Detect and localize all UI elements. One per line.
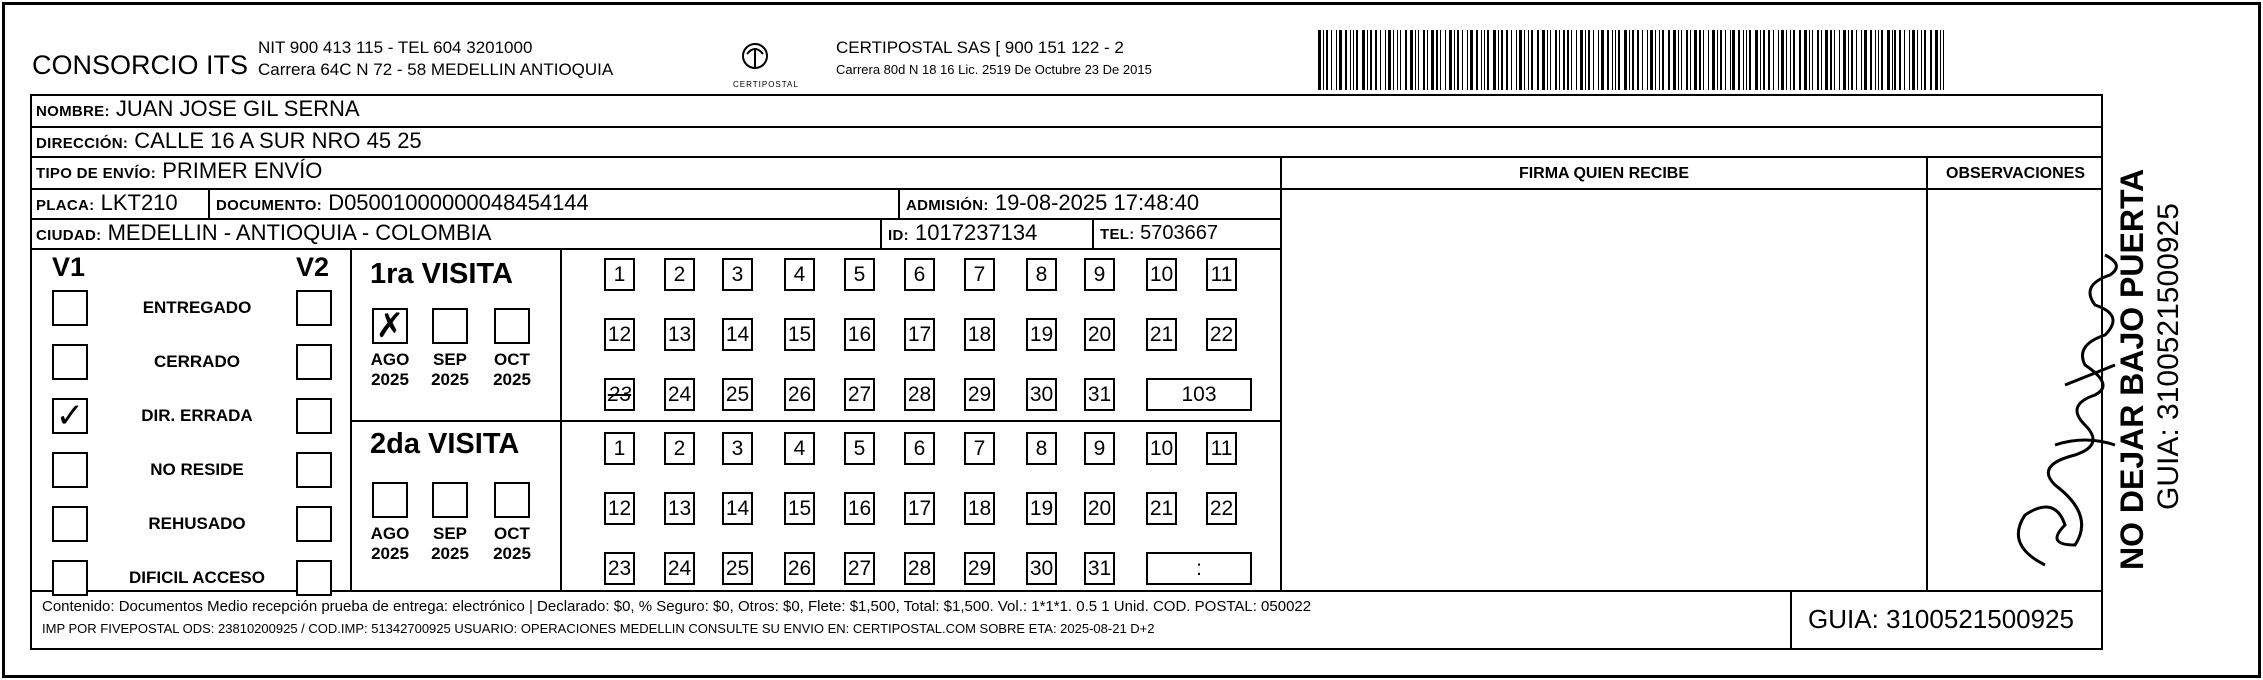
admision-value: 19-08-2025 17:48:40 [994, 190, 1200, 215]
day-cell[interactable]: 2 [664, 432, 695, 465]
nombre-label: NOMBRE: [36, 103, 110, 120]
barcode-bar [1943, 30, 1944, 90]
barcode-bar [1642, 30, 1643, 90]
barcode-bar [1899, 30, 1901, 90]
barcode-bar [1712, 30, 1715, 90]
barcode-bar [1924, 30, 1926, 90]
barcode-bar [1405, 30, 1407, 90]
barcode-bar [1773, 30, 1774, 90]
barcode-bar [1830, 30, 1832, 90]
barcode-bar [1440, 30, 1441, 90]
direccion-row [36, 128, 422, 154]
barcode-bar [1786, 30, 1787, 90]
barcode-bar [1511, 30, 1512, 90]
day-cell[interactable]: 23 [604, 378, 635, 411]
barcode-bar [1746, 30, 1747, 90]
barcode-bar [1542, 30, 1545, 90]
barcode-bar [1345, 30, 1347, 90]
day-cell[interactable]: 5 [844, 432, 875, 465]
barcode-bar [1668, 30, 1670, 90]
day-cell[interactable]: 11 [1206, 258, 1237, 291]
barcode-bar [1768, 30, 1770, 90]
barcode-bar [1618, 30, 1620, 90]
barcode-bar [1637, 30, 1639, 90]
barcode-bar [1632, 30, 1634, 90]
barcode-bar [1647, 30, 1648, 90]
tipo-envio-value: PRIMER ENVÍO [162, 158, 323, 183]
barcode-bar [1694, 30, 1697, 90]
admision-row [906, 190, 1199, 216]
day-cell[interactable]: 3 [722, 258, 753, 291]
barcode-bar [1580, 30, 1583, 90]
barcode-bar [1585, 30, 1586, 90]
barcode-bar [1812, 30, 1813, 90]
day-cell[interactable]: 6 [904, 432, 935, 465]
month-label: OCT 2025 [493, 350, 531, 389]
day-cell[interactable]: 31 [1084, 378, 1115, 411]
day-cell[interactable]: 14 [722, 492, 753, 525]
signature [1985, 245, 2135, 585]
barcode-bar [1339, 30, 1342, 90]
month-checkbox[interactable] [372, 482, 408, 518]
barcode [1318, 30, 1948, 90]
side-guia: GUIA: 3100521500925 [2152, 203, 2185, 510]
barcode-bar [1629, 30, 1630, 90]
side-notice: NO DEJAR BAJO PUERTA [2114, 168, 2150, 570]
barcode-bar [1427, 30, 1428, 90]
tipo-envio-label: TIPO DE ENVÍO: [36, 165, 157, 182]
barcode-bar [1524, 30, 1525, 90]
day-cell[interactable]: 4 [784, 258, 815, 291]
barcode-bar [1393, 30, 1394, 90]
company-name: CONSORCIO ITS [32, 50, 249, 80]
day-cell[interactable]: 23 [604, 552, 635, 585]
barcode-bar [1730, 30, 1731, 90]
barcode-bar [1418, 30, 1419, 90]
barcode-bar [1655, 30, 1656, 90]
id-row [888, 220, 1037, 246]
month-checkbox[interactable] [494, 308, 530, 344]
day-cell[interactable]: 16 [844, 318, 875, 351]
time-cell[interactable]: : [1146, 552, 1252, 585]
barcode-bar [1449, 30, 1452, 90]
month-label: SEP 2025 [431, 524, 469, 563]
v2-checkbox[interactable] [296, 398, 332, 434]
barcode-bar [1388, 30, 1391, 90]
barcode-bar [1755, 30, 1758, 90]
barcode-bar [1843, 30, 1846, 90]
day-cell[interactable]: 26 [784, 378, 815, 411]
barcode-bar [1367, 30, 1368, 90]
barcode-bar [1894, 30, 1896, 90]
day-cell[interactable]: 14 [722, 318, 753, 351]
check-mark-icon: ✓ [55, 396, 85, 436]
barcode-bar [1861, 30, 1862, 90]
day-cell[interactable]: 20 [1084, 318, 1115, 351]
barcode-bar [1940, 30, 1941, 90]
documento-value: D05001000000048454144 [328, 190, 589, 215]
barcode-bar [1362, 30, 1365, 90]
day-cell[interactable]: 22 [1206, 492, 1237, 525]
barcode-bar [1870, 30, 1872, 90]
day-cell[interactable]: 13 [664, 492, 695, 525]
day-cell[interactable]: 7 [964, 432, 995, 465]
v2-label: V2 [296, 252, 330, 282]
day-cell[interactable]: 1 [604, 258, 635, 291]
barcode-bar [1690, 30, 1691, 90]
barcode-bar [1793, 30, 1795, 90]
barcode-bar [1650, 30, 1653, 90]
barcode-bar [1598, 30, 1599, 90]
barcode-bar [1821, 30, 1822, 90]
carrier-name: CERTIPOSTAL SAS [ 900 151 122 - 2 [836, 38, 1124, 57]
barcode-bar [1537, 30, 1539, 90]
tel-row [1100, 222, 1218, 245]
day-cell[interactable]: 21 [1146, 492, 1177, 525]
barcode-bar [1743, 30, 1744, 90]
day-cell[interactable]: 19 [1026, 318, 1057, 351]
barcode-bar [1686, 30, 1688, 90]
barcode-bar [1760, 30, 1761, 90]
barcode-bar [1457, 30, 1459, 90]
nombre-row [36, 96, 360, 122]
barcode-bar [1576, 30, 1577, 90]
company-nit: NIT 900 413 115 - TEL 604 3201000 [258, 38, 533, 57]
direccion-value: CALLE 16 A SUR NRO 45 25 [134, 128, 422, 153]
day-cell[interactable]: 24 [664, 378, 695, 411]
barcode-bar [1839, 30, 1840, 90]
barcode-bar [1921, 30, 1922, 90]
id-value: 1017237134 [915, 220, 1038, 245]
barcode-bar [1484, 30, 1485, 90]
barcode-bar [1720, 30, 1722, 90]
barcode-bar [1431, 30, 1434, 90]
barcode-bar [1607, 30, 1609, 90]
barcode-bar [1912, 30, 1915, 90]
barcode-bar [1410, 30, 1413, 90]
day-cell[interactable]: 25 [722, 552, 753, 585]
barcode-bar [1567, 30, 1569, 90]
day-cell[interactable]: 2 [664, 258, 695, 291]
tipo-envio-row [36, 158, 322, 184]
barcode-bar [1547, 30, 1548, 90]
status-label: REHUSADO [148, 514, 246, 533]
barcode-bar [1336, 30, 1337, 90]
barcode-bar [1935, 30, 1938, 90]
day-cell[interactable]: 7 [964, 258, 995, 291]
barcode-bar [1331, 30, 1332, 90]
status-label: DIR. ERRADA [141, 406, 253, 425]
month-label: AGO 2025 [370, 350, 410, 389]
barcode-bar [1673, 30, 1676, 90]
barcode-bar [1531, 30, 1533, 90]
barcode-bar [1528, 30, 1529, 90]
day-cell[interactable]: 8 [1026, 432, 1057, 465]
barcode-bar [1356, 30, 1358, 90]
barcode-bar [1436, 30, 1438, 90]
month-label: SEP 2025 [431, 350, 469, 389]
day-cell[interactable]: 19 [1026, 492, 1057, 525]
day-cell[interactable]: 28 [904, 552, 935, 585]
day-cell[interactable]: 29 [964, 378, 995, 411]
day-cell[interactable]: 31 [1084, 552, 1115, 585]
barcode-bar [1825, 30, 1828, 90]
barcode-bar [1817, 30, 1819, 90]
v2-checkbox[interactable] [296, 344, 332, 380]
barcode-bar [1326, 30, 1328, 90]
barcode-bar [1881, 30, 1883, 90]
day-cell[interactable]: 13 [664, 318, 695, 351]
month-label: OCT 2025 [493, 524, 531, 563]
day-cell[interactable]: 9 [1084, 432, 1115, 465]
barcode-bar [1498, 30, 1499, 90]
barcode-bar [1380, 30, 1381, 90]
day-cell[interactable]: 5 [844, 258, 875, 291]
v1-checkbox[interactable] [52, 290, 88, 326]
barcode-bar [1353, 30, 1354, 90]
barcode-bar [1834, 30, 1835, 90]
day-cell[interactable]: 12 [604, 492, 635, 525]
day-cell[interactable]: 17 [904, 492, 935, 525]
day-cell[interactable]: 6 [904, 258, 935, 291]
barcode-bar [1470, 30, 1473, 90]
barcode-bar [1781, 30, 1784, 90]
day-cell[interactable]: 18 [964, 318, 995, 351]
day-cell[interactable]: 29 [964, 552, 995, 585]
barcode-bar [1571, 30, 1572, 90]
status-label: DIFICIL ACCESO [128, 568, 265, 587]
barcode-bar [1799, 30, 1801, 90]
barcode-bar [1555, 30, 1557, 90]
v1-label: V1 [52, 252, 86, 282]
day-cell[interactable]: 22 [1206, 318, 1237, 351]
v1-checkbox[interactable] [52, 398, 88, 434]
id-label: ID: [888, 227, 909, 244]
month-checkbox[interactable] [372, 308, 408, 344]
v2-checkbox[interactable] [296, 506, 332, 542]
barcode-bar [1323, 30, 1324, 90]
barcode-bar [1917, 30, 1918, 90]
v2-checkbox[interactable] [296, 452, 332, 488]
day-cell[interactable]: 26 [784, 552, 815, 585]
month-checkbox[interactable] [494, 482, 530, 518]
barcode-bar [1476, 30, 1478, 90]
footer-impresion: IMP POR FIVEPOSTAL ODS: 23810200925 / COD.IMP: 51342700925 USUARIO: OPERACIONES MEDELLIN CONSULTE SU ENVIO EN: CERTIPOSTAL.COM SOBRE ETA: 2025-08-21 D+2 [42, 621, 1155, 636]
day-cell[interactable]: 27 [844, 552, 875, 585]
barcode-bar [1909, 30, 1910, 90]
barcode-bar [1588, 30, 1590, 90]
ciudad-value: MEDELLIN - ANTIOQUIA - COLOMBIA [107, 220, 492, 245]
barcode-bar [1493, 30, 1496, 90]
barcode-bar [1717, 30, 1718, 90]
barcode-bar [1559, 30, 1560, 90]
tel-label: TEL: [1100, 226, 1135, 243]
barcode-bar [1624, 30, 1627, 90]
barcode-bar [1615, 30, 1616, 90]
barcode-bar [1887, 30, 1890, 90]
barcode-bar [1864, 30, 1867, 90]
barcode-bar [1878, 30, 1879, 90]
barcode-bar [1397, 30, 1398, 90]
month-label: AGO 2025 [370, 524, 410, 563]
barcode-bar [1699, 30, 1701, 90]
guia-number: GUIA: 3100521500925 [1808, 604, 2074, 634]
month-checkbox[interactable] [432, 482, 468, 518]
barcode-bar [1501, 30, 1503, 90]
time-cell[interactable]: 103 [1146, 378, 1252, 411]
direccion-label: DIRECCIÓN: [36, 135, 129, 152]
barcode-bar [1681, 30, 1682, 90]
barcode-bar [1350, 30, 1351, 90]
barcode-bar [1763, 30, 1765, 90]
day-cell[interactable]: 30 [1026, 552, 1057, 585]
day-cell[interactable]: 10 [1146, 258, 1177, 291]
day-cell[interactable]: 1 [604, 432, 635, 465]
barcode-bar [1738, 30, 1740, 90]
v1-checkbox[interactable] [52, 506, 88, 542]
day-cell[interactable]: 8 [1026, 258, 1057, 291]
footer-contenido: Contenido: Documentos Medio recepción prueba de entrega: electrónico | Declarado: $0, % Seguro: $0, Otros: $0, Flete: $1,500, Total: $1,500. Vol.: 1*1*1. 0.5 1 Unid. COD. POSTAL: 050022 [42, 598, 1312, 615]
v1-checkbox[interactable] [52, 560, 88, 596]
barcode-bar [1481, 30, 1482, 90]
barcode-bar [1612, 30, 1613, 90]
barcode-bar [1375, 30, 1377, 90]
barcode-bar [1550, 30, 1551, 90]
v2-checkbox[interactable] [296, 290, 332, 326]
placa-label: PLACA: [36, 197, 95, 214]
barcode-bar [1415, 30, 1416, 90]
placa-row [36, 190, 178, 216]
barcode-bar [1851, 30, 1853, 90]
barcode-bar [1892, 30, 1893, 90]
certipostal-logo-icon [735, 38, 775, 78]
barcode-bar [1385, 30, 1386, 90]
barcode-bar [1423, 30, 1425, 90]
ciudad-label: CIUDAD: [36, 227, 102, 244]
barcode-bar [1875, 30, 1876, 90]
day-cell[interactable]: 21 [1146, 318, 1177, 351]
status-label: ENTREGADO [142, 298, 252, 317]
barcode-bar [1318, 30, 1321, 90]
company-address: Carrera 64C N 72 - 58 MEDELLIN ANTIOQUIA [258, 60, 614, 79]
v1-checkbox[interactable] [52, 452, 88, 488]
barcode-bar [1563, 30, 1566, 90]
day-cell[interactable]: 10 [1146, 432, 1177, 465]
barcode-bar [1445, 30, 1446, 90]
barcode-bar [1804, 30, 1807, 90]
firma-header: FIRMA QUIEN RECIBE [1518, 165, 1690, 182]
status-label: CERRADO [154, 352, 240, 371]
day-cell[interactable]: 20 [1084, 492, 1115, 525]
documento-label: DOCUMENTO: [216, 197, 323, 214]
barcode-bar [1516, 30, 1517, 90]
day-cell[interactable]: 24 [664, 552, 695, 585]
day-cell[interactable]: 3 [722, 432, 753, 465]
day-cell[interactable]: 30 [1026, 378, 1057, 411]
ciudad-row [36, 220, 491, 246]
day-cell[interactable]: 4 [784, 432, 815, 465]
barcode-bar [1809, 30, 1810, 90]
barcode-bar [1467, 30, 1468, 90]
barcode-bar [1487, 30, 1489, 90]
visit1-title: 1ra VISITA [370, 258, 513, 290]
logo-text: CERTIPOSTAL [733, 80, 799, 89]
v2-checkbox[interactable] [296, 560, 332, 596]
admision-label: ADMISIÓN: [906, 197, 989, 214]
barcode-bar [1790, 30, 1791, 90]
day-cell[interactable]: 18 [964, 492, 995, 525]
barcode-bar [1725, 30, 1726, 90]
x-mark-icon: ✗ [375, 306, 405, 346]
barcode-bar [1778, 30, 1779, 90]
barcode-bar [1462, 30, 1463, 90]
day-cell[interactable]: 11 [1206, 432, 1237, 465]
barcode-bar [1506, 30, 1508, 90]
barcode-bar [1856, 30, 1857, 90]
day-cell[interactable]: 17 [904, 318, 935, 351]
day-cell[interactable]: 16 [844, 492, 875, 525]
day-cell[interactable]: 25 [722, 378, 753, 411]
month-checkbox[interactable] [432, 308, 468, 344]
documento-row [216, 190, 589, 216]
placa-value: LKT210 [100, 190, 178, 215]
day-cell[interactable]: 12 [604, 318, 635, 351]
barcode-bar [1662, 30, 1664, 90]
carrier-address: Carrera 80d N 18 16 Lic. 2519 De Octubre 23 De 2015 [836, 62, 1152, 77]
barcode-bar [1659, 30, 1660, 90]
status-label: NO RESIDE [150, 460, 244, 479]
nombre-value: JUAN JOSE GIL SERNA [115, 96, 360, 121]
barcode-bar [1703, 30, 1704, 90]
barcode-bar [1904, 30, 1905, 90]
barcode-bar [1708, 30, 1709, 90]
day-cell[interactable]: 28 [904, 378, 935, 411]
tel-value: 5703667 [1140, 222, 1218, 244]
barcode-bar [1601, 30, 1604, 90]
observaciones-header: OBSERVACIONES [1946, 165, 2085, 182]
barcode-bar [1930, 30, 1932, 90]
barcode-bar [1749, 30, 1751, 90]
barcode-bar [1454, 30, 1455, 90]
day-cell[interactable]: 9 [1084, 258, 1115, 291]
barcode-bar [1848, 30, 1849, 90]
v1-checkbox[interactable] [52, 344, 88, 380]
barcode-bar [1732, 30, 1735, 90]
day-cell[interactable]: 27 [844, 378, 875, 411]
day-cell[interactable]: 15 [784, 318, 815, 351]
barcode-bar [1678, 30, 1679, 90]
visit2-title: 2da VISITA [370, 428, 520, 460]
barcode-bar [1370, 30, 1372, 90]
barcode-bar [1519, 30, 1522, 90]
barcode-bar [1400, 30, 1402, 90]
barcode-bar [1593, 30, 1594, 90]
day-cell[interactable]: 15 [784, 492, 815, 525]
